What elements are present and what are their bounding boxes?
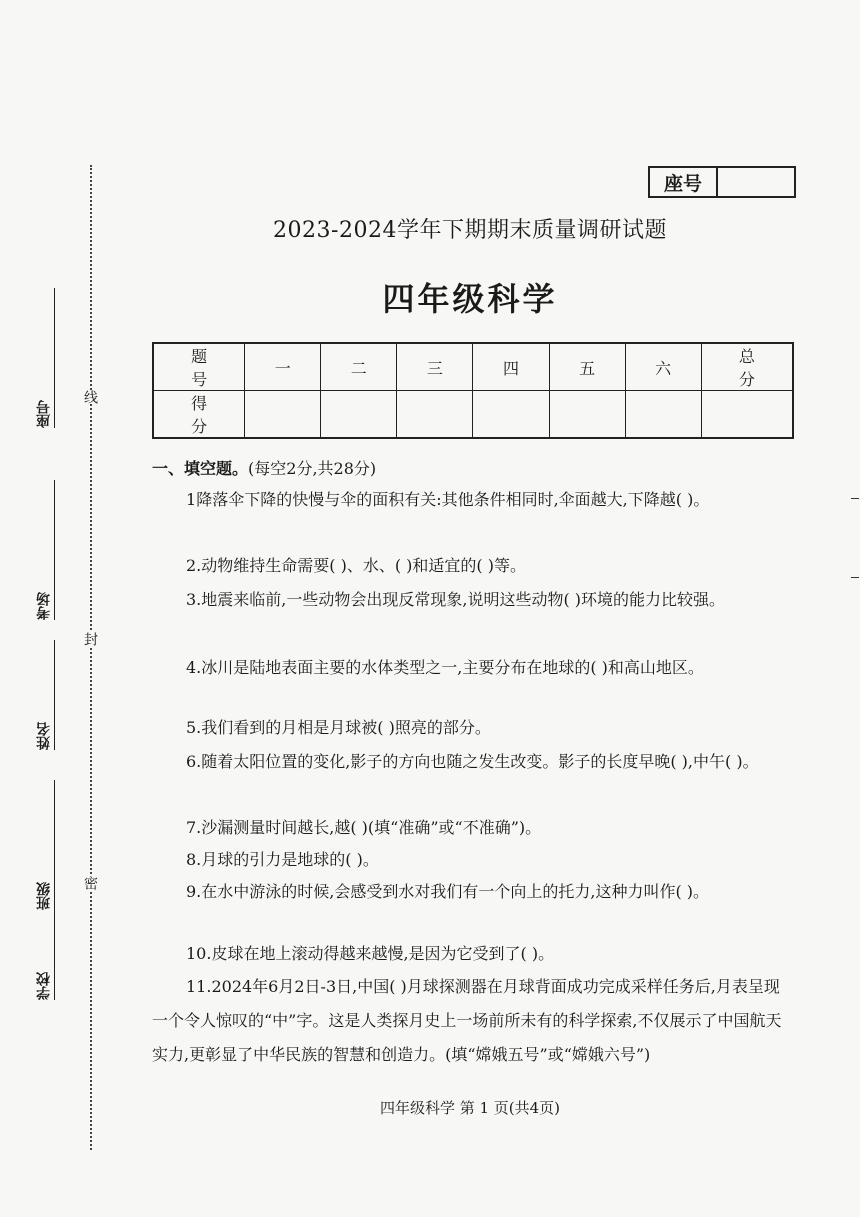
seat-number-label: 座号 (650, 168, 718, 196)
seat-number-box (648, 166, 796, 198)
seat-field[interactable] (34, 288, 64, 428)
question-2 (152, 549, 794, 583)
edge-mark (851, 577, 859, 578)
question-text: 冰川是陆地表面主要的水体类型之一,主要分布在地球的( )和高山地区。 (201, 658, 704, 677)
seat-field-label: 座号 (36, 400, 52, 428)
exam-room-field-label: 考场 (36, 592, 52, 620)
exam-room-field[interactable] (34, 480, 64, 620)
question-number: 2. (186, 556, 202, 575)
question-number: 4. (186, 658, 202, 677)
question-text: 2024年6月2日-3日,中国( )月球探测器在月球背面成功完成采样任务后,月表呈现一个令人惊叹的“中”字。这是人类探月史上一场前所未有的科学探索,不仅展示了中国航天实力,更彰显了中华民族的智慧和创造力。(填“嫦娥五号”或“嫦娥六号”) (152, 977, 782, 1064)
score-cell[interactable] (321, 391, 397, 439)
exam-title: 2023-2024学年下期期末质量调研试题 (273, 218, 667, 243)
question-number: 3. (186, 590, 202, 609)
binding-dotted-line (90, 165, 92, 1150)
section-note: (每空2分,共28分) (248, 459, 377, 478)
question-3 (152, 583, 794, 617)
score-cell[interactable] (473, 391, 549, 439)
score-col-4: 四 (473, 343, 549, 391)
score-col-1: 一 (245, 343, 321, 391)
score-cell-total[interactable] (701, 391, 793, 439)
question-9 (152, 875, 794, 909)
question-text: 我们看到的月相是月球被( )照亮的部分。 (201, 718, 491, 737)
score-cell[interactable] (549, 391, 625, 439)
section-title: 一、填空题。 (152, 459, 249, 478)
question-7 (152, 811, 794, 845)
score-col-5: 五 (549, 343, 625, 391)
question-text: 皮球在地上滚动得越来越慢,是因为它受到了( )。 (211, 944, 555, 963)
score-table-row-label: 题 号 (153, 343, 245, 391)
score-col-3: 三 (397, 343, 473, 391)
cut-word-line: 线 (82, 390, 98, 404)
class-field-label: 班级 (36, 882, 52, 910)
question-text: 动物维持生命需要( )、水、( )和适宜的( )等。 (201, 556, 526, 575)
section-heading (152, 456, 376, 479)
question-6 (152, 745, 794, 779)
question-text: 随着太阳位置的变化,影子的方向也随之发生改变。影子的长度早晚( ),中午( )。 (201, 752, 759, 771)
question-number: 11. (186, 977, 212, 996)
cut-word-secret: 密 (82, 876, 98, 890)
subject-title: 四年级科学 (382, 280, 558, 318)
question-10 (152, 937, 794, 971)
question-number: 7. (186, 818, 202, 837)
question-number: 10. (186, 944, 212, 963)
seat-number-input[interactable] (718, 168, 794, 196)
name-field-label: 姓名 (36, 722, 52, 750)
score-cell[interactable] (397, 391, 473, 439)
score-col-6: 六 (625, 343, 701, 391)
question-5 (152, 711, 794, 745)
question-text: 在水中游泳的时候,会感受到水对我们有一个向上的托力,这种力叫作( )。 (201, 882, 710, 901)
edge-mark (851, 498, 859, 499)
page-footer: 四年级科学 第 1 页(共4页) (379, 1099, 561, 1117)
question-text: 沙漏测量时间越长,越( )(填“准确”或“不准确”)。 (201, 818, 542, 837)
school-field[interactable] (34, 900, 64, 1000)
score-col-total: 总 分 (701, 343, 793, 391)
question-4 (152, 651, 794, 685)
class-field[interactable] (34, 780, 64, 910)
school-field-label: 学校 (36, 972, 52, 1000)
score-row-label: 得 分 (153, 391, 245, 439)
question-number: 5. (186, 718, 202, 737)
score-cell[interactable] (625, 391, 701, 439)
question-8 (152, 843, 794, 877)
question-number: 9. (186, 882, 202, 901)
score-table (152, 342, 794, 439)
name-field[interactable] (34, 640, 64, 750)
question-text: 降落伞下降的快慢与伞的面积有关:其他条件相同时,伞面越大,下降越( )。 (196, 490, 710, 509)
question-number: 1 (186, 490, 197, 509)
question-text: 地震来临前,一些动物会出现反常现象,说明这些动物( )环境的能力比较强。 (201, 590, 726, 609)
cut-word-seal: 封 (82, 632, 98, 646)
score-table-score-row (153, 391, 793, 439)
score-cell[interactable] (245, 391, 321, 439)
score-table-header-row (153, 343, 793, 391)
question-11 (152, 970, 794, 1072)
question-text: 月球的引力是地球的( )。 (201, 850, 379, 869)
score-col-2: 二 (321, 343, 397, 391)
question-number: 8. (186, 850, 202, 869)
question-1 (152, 483, 794, 517)
question-number: 6. (186, 752, 202, 771)
